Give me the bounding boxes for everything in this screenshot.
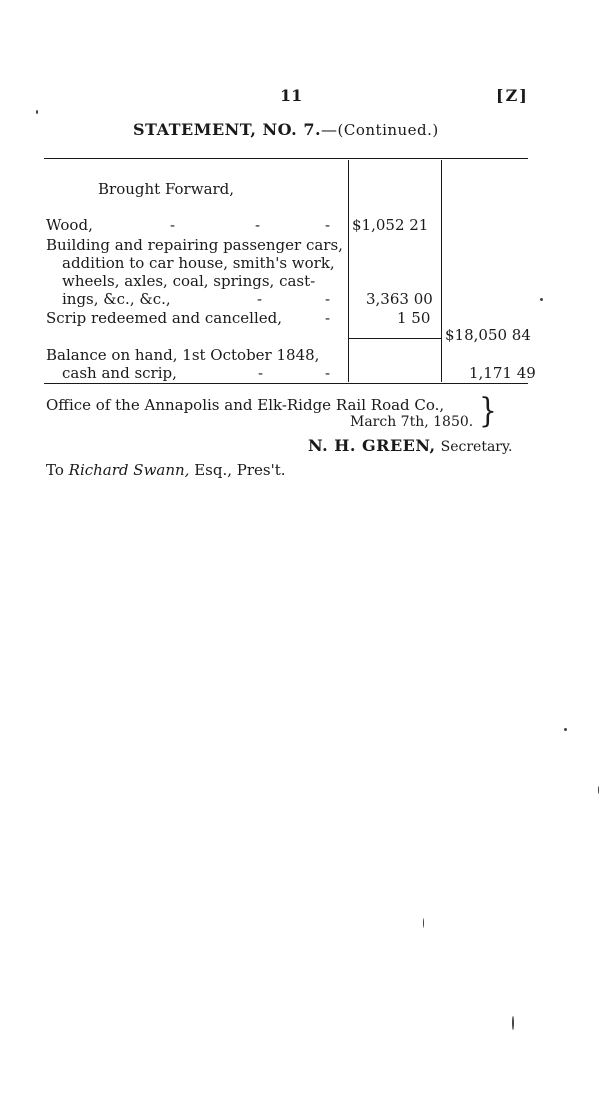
ledger-row-balance: [46, 346, 319, 382]
page-number: 11: [280, 86, 303, 105]
office-line: Office of the Annapolis and Elk-Ridge Rail Road Co.,: [46, 396, 445, 414]
leader-dash: -: [257, 290, 263, 308]
column-divider-left: [348, 160, 349, 382]
brought-forward-label: Brought Forward,: [98, 180, 235, 198]
addressee-name: Richard Swann,: [68, 461, 190, 479]
signer-role: Secretary.: [440, 439, 513, 455]
leader-dash: -: [325, 309, 331, 327]
addressee-suffix: Esq., Pres't.: [194, 461, 286, 479]
title-separator: —: [321, 120, 338, 139]
column-divider-right: [441, 160, 442, 382]
total-amount: $18,050 84: [445, 326, 531, 344]
row-label: Scrip redeemed and cancelled,: [46, 309, 282, 327]
amount-building: 3,363 00: [366, 290, 433, 308]
signer-name: N. H. GREEN,: [308, 436, 436, 455]
scan-speck: [564, 728, 567, 731]
row-line: ings, &c., &c.,: [62, 290, 171, 308]
scan-speck: [598, 786, 599, 794]
row-line: Balance on hand, 1st October 1848,: [46, 346, 320, 364]
table-bottom-rule: [44, 383, 528, 384]
leader-dash: -: [325, 290, 331, 308]
addressee-prefix: To: [46, 461, 64, 479]
leader-dash: -: [325, 216, 331, 234]
amount-wood: $1,052 21: [352, 216, 429, 234]
leader-dash: -: [170, 216, 176, 234]
scan-speck: [512, 1016, 514, 1030]
ledger-row-wood: [46, 216, 93, 234]
amount-scrip: 1 50: [397, 309, 431, 327]
scan-speck: [423, 918, 424, 928]
title-main: STATEMENT, NO. 7.: [133, 120, 322, 139]
table-top-rule: [44, 158, 528, 159]
row-line: cash and scrip,: [62, 364, 177, 382]
scan-speck: [36, 110, 38, 114]
ledger-row-scrip: [46, 309, 282, 327]
signature-line: [308, 436, 512, 455]
leader-dash: -: [255, 216, 261, 234]
row-label: Wood,: [46, 216, 93, 234]
row-line: addition to car house, smith's work,: [62, 254, 335, 272]
addressee-line: [46, 461, 286, 479]
date-line: March 7th, 1850.: [350, 414, 474, 430]
leader-dash: -: [325, 364, 331, 382]
title-note: (Continued.): [337, 121, 439, 139]
scan-speck: [540, 298, 543, 301]
row-line: wheels, axles, coal, springs, cast-: [62, 272, 316, 290]
balance-amount: 1,171 49: [469, 364, 536, 382]
statement-title: [133, 120, 439, 139]
row-line: Building and repairing passenger cars,: [46, 236, 343, 254]
ledger-row-building: [46, 236, 343, 308]
page-mark: [Z]: [496, 86, 529, 105]
leader-dash: -: [258, 364, 264, 382]
brace-mark: }: [479, 390, 497, 431]
subtotal-rule: [349, 338, 441, 339]
